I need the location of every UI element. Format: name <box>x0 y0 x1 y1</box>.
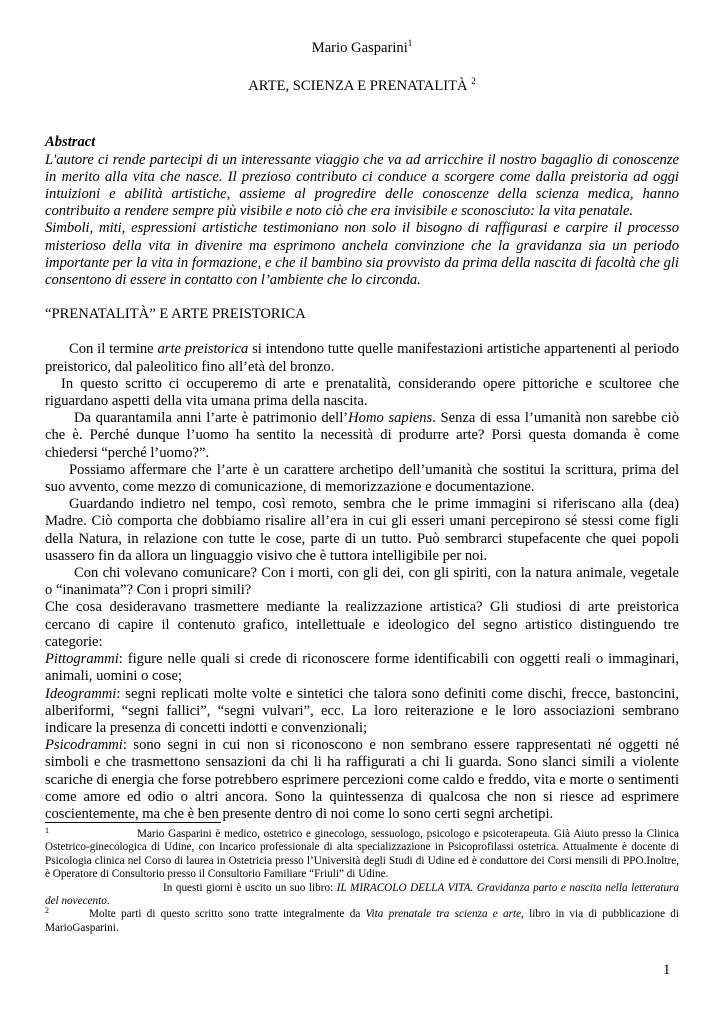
book-title: Vita prenatale tra scienza e arte <box>365 908 522 921</box>
emphasis-text: arte preistorica <box>157 341 249 358</box>
text-run: si intendono tutte quelle manifestazioni artistiche appartenenti al periodo preistorico, dal paleolitico fino all’età del bronzo. <box>45 341 679 375</box>
author-name: Mario Gasparini <box>311 40 408 56</box>
text-run: In questi giorni è uscito un suo libro: <box>163 881 337 894</box>
category-term: Pittogrammi <box>45 651 119 668</box>
footnote-mark: 2 <box>45 906 49 916</box>
body-paragraph: Che cosa desideravano trasmettere mediante la realizzazione artistica? Gli studiosi di arte preistorica cercano di capire il contenuto grafico, intellettuale e ideologico del segno artistico distinguendo tre categorie: <box>45 599 679 650</box>
title-footnote-ref[interactable]: 2 <box>471 76 476 87</box>
category-term: Ideogrammi <box>45 685 117 702</box>
author-footnote-ref[interactable]: 1 <box>407 38 413 48</box>
abstract-heading: Abstract <box>45 134 96 151</box>
body-paragraph <box>45 341 679 375</box>
page-number: 1 <box>663 962 671 978</box>
text-run: : figure nelle quali si crede di riconoscere forme identificabili con oggetti reali o immaginari, animali, uomini o cose; <box>45 651 679 685</box>
body-paragraph <box>45 410 679 462</box>
abstract-paragraph: Simboli, miti, espressioni artistiche testimoniano non solo il bisogno di raffigurasi e carpire il processo misterioso della vita in divenire ma esprimono anchela convinzione che la gravidanza sia un periodo importante per la vita in formazione, e che il bambino sia provvisto da prima della nascita di facoltà che gli consentono di essere in contatto con l’ambiente che lo circonda. <box>45 220 679 289</box>
category-term: Psicodrammi <box>45 737 123 754</box>
category-item <box>45 737 679 823</box>
footnote-1 <box>45 828 679 882</box>
author-line <box>45 40 679 57</box>
body-text <box>45 341 679 823</box>
text-run: Con il termine <box>69 341 158 358</box>
body-paragraph: Possiamo affermare che l’arte è un carattere archetipo dell’umanità che sostitui la scrittura, prima del suo avvento, come mezzo di comunicazione, di memorizzazione e documentazione. <box>45 461 679 496</box>
category-item <box>45 651 679 685</box>
abstract-body <box>45 152 679 290</box>
text-run: Molte parti di questo scritto sono tratte integralmente da <box>89 908 366 921</box>
section-title: “PRENATALITÀ” E ARTE PREISTORICA <box>45 306 306 323</box>
text-run: , libro in via di pubblicazione di MarioGasparini. <box>45 908 679 934</box>
abstract-paragraph: L'autore ci rende partecipi di un interessante viaggio che va ad arricchire il nostro bagaglio di conoscenze in merito alla vita che nasce. Il prezioso contributo ci conduce a scorgere come dalla preistoria ad oggi intuizioni e abilità artistiche, assieme al progredire delle conoscenze della scienza medica, hanno contribuito a rendere sempre più visibile e noto ciò che era invisibile e sconosciuto: la vita penatale. <box>45 151 679 220</box>
text-run: . Senza di essa l’umanità non sarebbe ciò che è. Perché dunque l’uomo ha sentito la necessità di produrre arte? Porsi questa domanda è come chiedersi “perché l’uomo?”. <box>45 410 679 461</box>
body-paragraph: Guardando indietro nel tempo, così remoto, sembra che le prime immagini si riferiscano alla (dea) Madre. Ciò comporta che dobbiamo risalire all’era in cui gli esseri umani percepirono sé stessi come figli della Natura, in relazione con tutte le cose, parte di un tutto. Può sembrarci stupefacente che quei popoli usassero fin da allora un linguaggio visivo che è tuttora intelligibile per noi. <box>45 496 679 564</box>
book-title: IL MIRACOLO DELLA VITA. Gravidanza parto e nascita nella letteratura del novecento <box>45 881 679 908</box>
footnotes <box>45 828 679 935</box>
text-run: : sono segni in cui non si riconoscono e non sembrano essere rappresentati né oggetti né simboli e che trasmettono sensazioni da chi li ha raffigurati a chi li guarda. Sono slanci simili a violente scariche di energia che forse potrebbero esprimere percezioni come caldo e freddo, vita e morte o sentimenti come amore ed odio o altri ancora. Sono la quintessenza di qualcosa che non si riesce ad esprimere coscientemente, ma che è ben presente dentro di noi come lo sono certi segni archetipi. <box>45 737 679 822</box>
body-paragraph: Con chi volevano comunicare? Con i morti, con gli dei, con gli spiriti, con la natura animale, vegetale o “inanimata”? Con i propri simili? <box>45 565 679 599</box>
footnote-text: Mario Gasparini è medico, ostetrico e ginecologo, sessuologo, psicologo e psicoterapeuta. Già Aiuto presso la Clinica Ostetrico-ginecologica di Udine, con Incarico professionale di alta specializzazione in Psicoprofilassi ostetrica. Attualmente è docente di Psicologia clinica nel Corso di laurea in Ostetricia presso l’Università degli Studi di Udine ed è conduttore dei Corsi mensili di PPO.Inoltre, è Operatore di Consultorio presso il Consultorio Familiare “Friuli” di Udine. <box>45 828 679 881</box>
text-run: . <box>106 895 110 908</box>
page-content <box>45 40 679 823</box>
title-text: ARTE, SCIENZA E PRENATALITÀ <box>248 78 468 95</box>
emphasis-text: Homo sapiens <box>348 410 433 427</box>
footnote-mark: 1 <box>45 826 49 835</box>
document-title <box>45 78 679 95</box>
footnote-1-continued <box>45 882 679 909</box>
footnote-separator <box>45 822 221 823</box>
footnote-2 <box>45 908 679 935</box>
text-run: Da quarantamila anni l’arte è patrimonio dell’ <box>74 410 349 427</box>
body-paragraph: In questo scritto ci occuperemo di arte e prenatalità, considerando opere pittoriche e scultoree che riguardano aspetti della vita umana prima della nascita. <box>45 375 679 410</box>
category-item <box>45 686 679 738</box>
text-run: : segni replicati molte volte e sintetici che talora sono definiti come dischi, frecce, bastoncini, alberiformi, “segni fallici”, “segni vulvari”, ecc. La loro reiterazione e le loro associazioni sembrano indicare la presenza di concetti indotti e convenzionali; <box>45 685 679 736</box>
